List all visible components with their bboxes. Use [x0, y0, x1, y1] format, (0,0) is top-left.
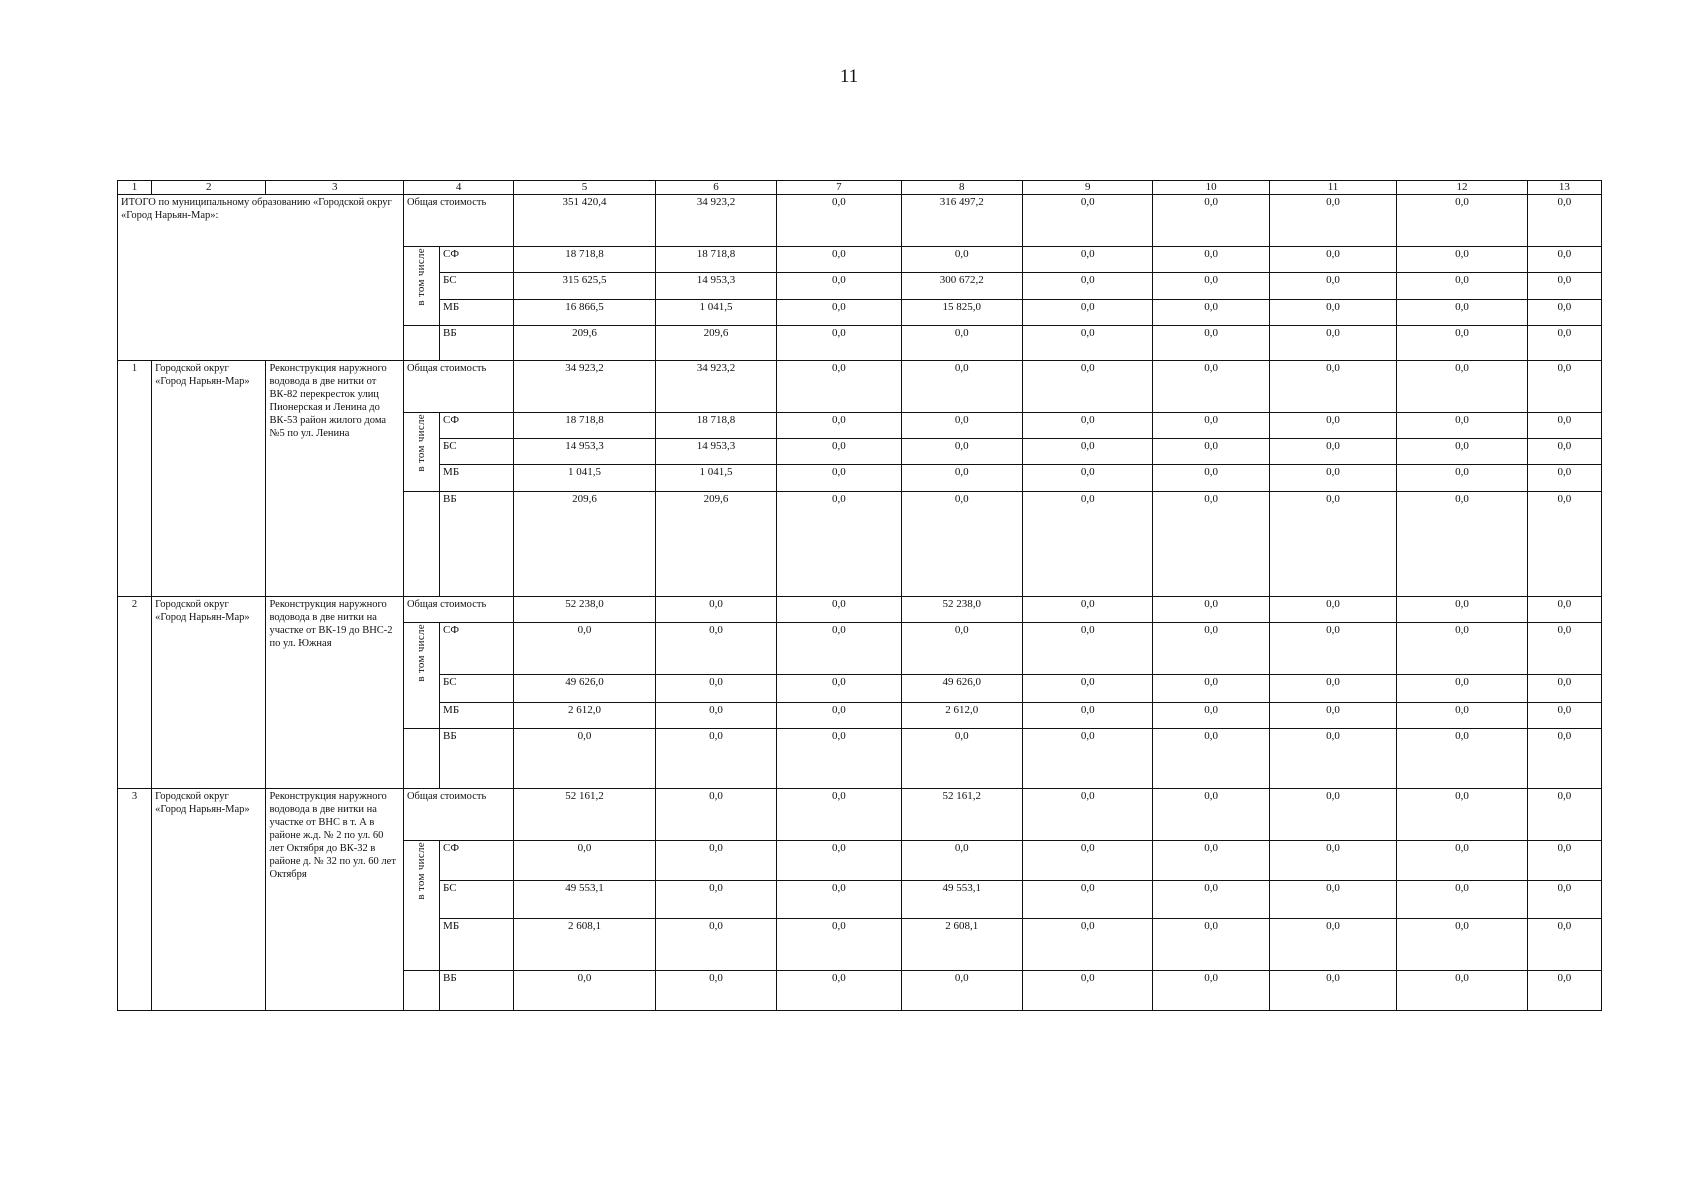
value-cell: 0,0	[1022, 675, 1152, 703]
value-cell: 209,6	[655, 492, 776, 597]
grand-total-label: ИТОГО по муниципальному образованию «Городской округ «Город Нарьян-Мар»:	[118, 195, 404, 361]
value-cell: 0,0	[1397, 300, 1527, 326]
value-cell: 0,0	[1022, 247, 1152, 273]
value-cell: 0,0	[1153, 247, 1269, 273]
value-cell: 0,0	[1022, 789, 1152, 841]
value-cell: 0,0	[901, 971, 1022, 1011]
value-cell: 0,0	[1527, 729, 1601, 789]
value-cell: 0,0	[1269, 439, 1396, 465]
col-number: 12	[1397, 181, 1527, 195]
value-cell: 49 626,0	[514, 675, 655, 703]
value-cell: 0,0	[1022, 841, 1152, 881]
value-cell: 0,0	[655, 597, 776, 623]
value-cell: 0,0	[777, 273, 901, 300]
value-cell: 0,0	[1269, 919, 1396, 971]
funding-source-code: МБ	[440, 919, 514, 971]
project-row	[118, 789, 1602, 841]
value-cell: 0,0	[777, 439, 901, 465]
value-cell: 0,0	[1527, 195, 1601, 247]
value-cell: 0,0	[1022, 703, 1152, 729]
value-cell: 0,0	[777, 413, 901, 439]
value-cell: 0,0	[1397, 465, 1527, 492]
value-cell: 1 041,5	[514, 465, 655, 492]
value-cell: 0,0	[1397, 273, 1527, 300]
value-cell: 0,0	[901, 623, 1022, 675]
value-cell: 0,0	[777, 361, 901, 413]
value-cell: 209,6	[655, 326, 776, 361]
value-cell: 0,0	[777, 300, 901, 326]
value-cell: 0,0	[1153, 675, 1269, 703]
value-cell: 0,0	[1527, 841, 1601, 881]
value-cell: 316 497,2	[901, 195, 1022, 247]
value-cell: 0,0	[777, 492, 901, 597]
project-district: Городской округ «Город Нарьян-Мар»	[152, 789, 266, 1011]
value-cell: 0,0	[1153, 623, 1269, 675]
value-cell: 0,0	[901, 729, 1022, 789]
value-cell: 52 161,2	[514, 789, 655, 841]
value-cell: 0,0	[1153, 971, 1269, 1011]
value-cell: 49 553,1	[901, 881, 1022, 919]
value-cell: 0,0	[1527, 439, 1601, 465]
col-number: 9	[1022, 181, 1152, 195]
project-row	[118, 361, 1602, 413]
value-cell: 0,0	[1397, 413, 1527, 439]
funding-source-code: СФ	[440, 413, 514, 439]
value-cell: 0,0	[901, 247, 1022, 273]
value-cell: 0,0	[777, 623, 901, 675]
value-cell: 0,0	[1153, 273, 1269, 300]
value-cell: 0,0	[1527, 492, 1601, 597]
value-cell: 0,0	[1269, 881, 1396, 919]
value-cell: 0,0	[1269, 465, 1396, 492]
value-cell: 0,0	[777, 841, 901, 881]
value-cell: 0,0	[1527, 465, 1601, 492]
value-cell: 34 923,2	[514, 361, 655, 413]
col-number: 7	[777, 181, 901, 195]
value-cell: 0,0	[1269, 729, 1396, 789]
value-cell: 0,0	[1397, 623, 1527, 675]
value-cell: 0,0	[1269, 841, 1396, 881]
value-cell: 0,0	[1527, 881, 1601, 919]
value-cell: 1 041,5	[655, 465, 776, 492]
value-cell: 52 238,0	[514, 597, 655, 623]
value-cell: 0,0	[1022, 623, 1152, 675]
value-cell: 0,0	[1527, 247, 1601, 273]
empty-cell	[403, 729, 439, 789]
total-cost-label: Общая стоимость	[403, 597, 513, 623]
funding-source-code: СФ	[440, 247, 514, 273]
value-cell: 18 718,8	[514, 247, 655, 273]
value-cell: 0,0	[1022, 439, 1152, 465]
value-cell: 0,0	[1269, 247, 1396, 273]
in-that-number-label	[403, 623, 439, 729]
value-cell: 0,0	[1022, 413, 1152, 439]
value-cell: 300 672,2	[901, 273, 1022, 300]
value-cell: 0,0	[777, 919, 901, 971]
value-cell: 0,0	[1269, 273, 1396, 300]
value-cell: 52 238,0	[901, 597, 1022, 623]
value-cell: 0,0	[777, 597, 901, 623]
funding-source-code: МБ	[440, 703, 514, 729]
project-row	[118, 597, 1602, 623]
value-cell: 0,0	[1153, 789, 1269, 841]
funding-source-code: СФ	[440, 841, 514, 881]
value-cell: 0,0	[655, 919, 776, 971]
value-cell: 0,0	[1269, 413, 1396, 439]
value-cell: 0,0	[1153, 919, 1269, 971]
value-cell: 0,0	[1022, 361, 1152, 413]
value-cell: 0,0	[901, 439, 1022, 465]
grand-total-row	[118, 195, 1602, 247]
funding-source-code: БС	[440, 439, 514, 465]
value-cell: 0,0	[1269, 675, 1396, 703]
value-cell: 34 923,2	[655, 361, 776, 413]
value-cell: 0,0	[777, 703, 901, 729]
value-cell: 1 041,5	[655, 300, 776, 326]
value-cell: 0,0	[777, 881, 901, 919]
value-cell: 0,0	[655, 729, 776, 789]
value-cell: 18 718,8	[655, 247, 776, 273]
in-that-number-label	[403, 247, 439, 326]
value-cell: 0,0	[1153, 300, 1269, 326]
value-cell: 0,0	[1269, 195, 1396, 247]
in-that-number-label	[403, 413, 439, 492]
value-cell: 0,0	[1527, 597, 1601, 623]
value-cell: 0,0	[1527, 273, 1601, 300]
value-cell: 0,0	[1269, 300, 1396, 326]
value-cell: 0,0	[777, 729, 901, 789]
value-cell: 0,0	[514, 971, 655, 1011]
value-cell: 0,0	[1397, 439, 1527, 465]
value-cell: 0,0	[1397, 492, 1527, 597]
page-number: 11	[839, 66, 859, 87]
value-cell: 0,0	[1397, 703, 1527, 729]
value-cell: 18 718,8	[655, 413, 776, 439]
value-cell: 0,0	[1153, 841, 1269, 881]
value-cell: 14 953,3	[514, 439, 655, 465]
budget-table	[117, 180, 1602, 1011]
value-cell: 0,0	[777, 465, 901, 492]
value-cell: 0,0	[1527, 971, 1601, 1011]
in-that-number-text: в том числе	[414, 248, 427, 306]
value-cell: 0,0	[1269, 326, 1396, 361]
value-cell: 315 625,5	[514, 273, 655, 300]
value-cell: 0,0	[655, 841, 776, 881]
project-name: Реконструкция наружного водовода в две нитки на участке от ВНС в т. А в районе ж.д. № 2 по ул. 60 лет Октября до ВК-32 в районе д. № 32 по ул. 60 лет Октября	[266, 789, 403, 1011]
value-cell: 0,0	[901, 465, 1022, 492]
col-number: 13	[1527, 181, 1601, 195]
empty-cell	[403, 971, 439, 1011]
funding-source-code: БС	[440, 881, 514, 919]
value-cell: 0,0	[1022, 300, 1152, 326]
value-cell: 0,0	[655, 789, 776, 841]
col-number: 8	[901, 181, 1022, 195]
in-that-number-text: в том числе	[414, 624, 427, 682]
value-cell: 0,0	[1022, 492, 1152, 597]
value-cell: 0,0	[1153, 492, 1269, 597]
in-that-number-text: в том числе	[414, 414, 427, 472]
value-cell: 0,0	[1527, 789, 1601, 841]
value-cell: 0,0	[1022, 729, 1152, 789]
value-cell: 0,0	[1397, 729, 1527, 789]
value-cell: 0,0	[1022, 971, 1152, 1011]
funding-source-code: БС	[440, 273, 514, 300]
col-number: 11	[1269, 181, 1396, 195]
value-cell: 0,0	[655, 623, 776, 675]
value-cell: 0,0	[1269, 623, 1396, 675]
value-cell: 18 718,8	[514, 413, 655, 439]
col-number: 1	[118, 181, 152, 195]
project-district: Городской округ «Город Нарьян-Мар»	[152, 597, 266, 789]
value-cell: 0,0	[1022, 273, 1152, 300]
value-cell: 0,0	[1269, 703, 1396, 729]
value-cell: 0,0	[901, 326, 1022, 361]
value-cell: 2 612,0	[901, 703, 1022, 729]
value-cell: 0,0	[1527, 675, 1601, 703]
value-cell: 0,0	[1153, 881, 1269, 919]
total-cost-label: Общая стоимость	[403, 361, 513, 413]
value-cell: 0,0	[1153, 326, 1269, 361]
value-cell: 0,0	[1527, 361, 1601, 413]
project-district: Городской округ «Город Нарьян-Мар»	[152, 361, 266, 597]
value-cell: 0,0	[1022, 881, 1152, 919]
value-cell: 0,0	[1153, 703, 1269, 729]
project-name: Реконструкция наружного водовода в две нитки от ВК-82 перекресток улиц Пионерская и Ленина до ВК-53 район жилого дома №5 по ул. Ленина	[266, 361, 403, 597]
value-cell: 49 553,1	[514, 881, 655, 919]
value-cell: 34 923,2	[655, 195, 776, 247]
empty-cell	[403, 492, 439, 597]
col-number: 2	[152, 181, 266, 195]
value-cell: 2 612,0	[514, 703, 655, 729]
value-cell: 0,0	[514, 729, 655, 789]
empty-cell	[403, 326, 439, 361]
value-cell: 0,0	[1022, 195, 1152, 247]
project-name: Реконструкция наружного водовода в две нитки на участке от ВК-19 до ВНС-2 по ул. Южная	[266, 597, 403, 789]
funding-source-code: ВБ	[440, 326, 514, 361]
value-cell: 0,0	[1397, 675, 1527, 703]
value-cell: 0,0	[1269, 789, 1396, 841]
funding-source-code: БС	[440, 675, 514, 703]
funding-source-code: ВБ	[440, 971, 514, 1011]
value-cell: 0,0	[1527, 623, 1601, 675]
funding-source-code: ВБ	[440, 729, 514, 789]
value-cell: 0,0	[777, 971, 901, 1011]
value-cell: 0,0	[1022, 465, 1152, 492]
value-cell: 0,0	[1022, 326, 1152, 361]
value-cell: 0,0	[1153, 413, 1269, 439]
value-cell: 0,0	[655, 881, 776, 919]
value-cell: 2 608,1	[901, 919, 1022, 971]
value-cell: 0,0	[1269, 492, 1396, 597]
value-cell: 14 953,3	[655, 273, 776, 300]
col-number: 5	[514, 181, 655, 195]
value-cell: 15 825,0	[901, 300, 1022, 326]
value-cell: 0,0	[1527, 300, 1601, 326]
value-cell: 0,0	[777, 195, 901, 247]
value-cell: 0,0	[1527, 919, 1601, 971]
value-cell: 0,0	[1153, 729, 1269, 789]
value-cell: 0,0	[1397, 247, 1527, 273]
value-cell: 0,0	[1397, 326, 1527, 361]
value-cell: 0,0	[1269, 361, 1396, 413]
value-cell: 0,0	[1269, 597, 1396, 623]
value-cell: 0,0	[1153, 195, 1269, 247]
in-that-number-label	[403, 841, 439, 971]
project-number: 3	[118, 789, 152, 1011]
value-cell: 0,0	[777, 326, 901, 361]
value-cell: 0,0	[1527, 703, 1601, 729]
value-cell: 209,6	[514, 492, 655, 597]
value-cell: 0,0	[901, 361, 1022, 413]
value-cell: 0,0	[1153, 465, 1269, 492]
col-number: 6	[655, 181, 776, 195]
funding-source-code: МБ	[440, 465, 514, 492]
value-cell: 0,0	[1022, 597, 1152, 623]
value-cell: 0,0	[1397, 361, 1527, 413]
value-cell: 0,0	[777, 789, 901, 841]
value-cell: 2 608,1	[514, 919, 655, 971]
value-cell: 0,0	[777, 675, 901, 703]
value-cell: 0,0	[1397, 919, 1527, 971]
value-cell: 0,0	[1397, 789, 1527, 841]
value-cell: 0,0	[655, 703, 776, 729]
value-cell: 351 420,4	[514, 195, 655, 247]
value-cell: 0,0	[514, 841, 655, 881]
funding-source-code: МБ	[440, 300, 514, 326]
value-cell: 14 953,3	[655, 439, 776, 465]
value-cell: 0,0	[1397, 881, 1527, 919]
value-cell: 0,0	[1397, 841, 1527, 881]
value-cell: 0,0	[1397, 195, 1527, 247]
value-cell: 49 626,0	[901, 675, 1022, 703]
value-cell: 52 161,2	[901, 789, 1022, 841]
value-cell: 0,0	[655, 971, 776, 1011]
total-cost-label: Общая стоимость	[403, 195, 513, 247]
value-cell: 0,0	[655, 675, 776, 703]
project-number: 2	[118, 597, 152, 789]
value-cell: 0,0	[1022, 919, 1152, 971]
value-cell: 0,0	[1269, 971, 1396, 1011]
value-cell: 0,0	[1153, 361, 1269, 413]
funding-source-code: СФ	[440, 623, 514, 675]
total-cost-label: Общая стоимость	[403, 789, 513, 841]
value-cell: 0,0	[777, 247, 901, 273]
col-number: 4	[403, 181, 513, 195]
value-cell: 16 866,5	[514, 300, 655, 326]
value-cell: 0,0	[1527, 413, 1601, 439]
value-cell: 0,0	[901, 841, 1022, 881]
value-cell: 0,0	[1397, 597, 1527, 623]
in-that-number-text: в том числе	[414, 842, 427, 900]
project-number: 1	[118, 361, 152, 597]
value-cell: 0,0	[1153, 439, 1269, 465]
column-numbers-row	[118, 181, 1602, 195]
value-cell: 0,0	[1397, 971, 1527, 1011]
funding-source-code: ВБ	[440, 492, 514, 597]
value-cell: 0,0	[514, 623, 655, 675]
value-cell: 0,0	[901, 413, 1022, 439]
col-number: 10	[1153, 181, 1269, 195]
value-cell: 0,0	[1153, 597, 1269, 623]
value-cell: 209,6	[514, 326, 655, 361]
col-number: 3	[266, 181, 403, 195]
value-cell: 0,0	[901, 492, 1022, 597]
value-cell: 0,0	[1527, 326, 1601, 361]
